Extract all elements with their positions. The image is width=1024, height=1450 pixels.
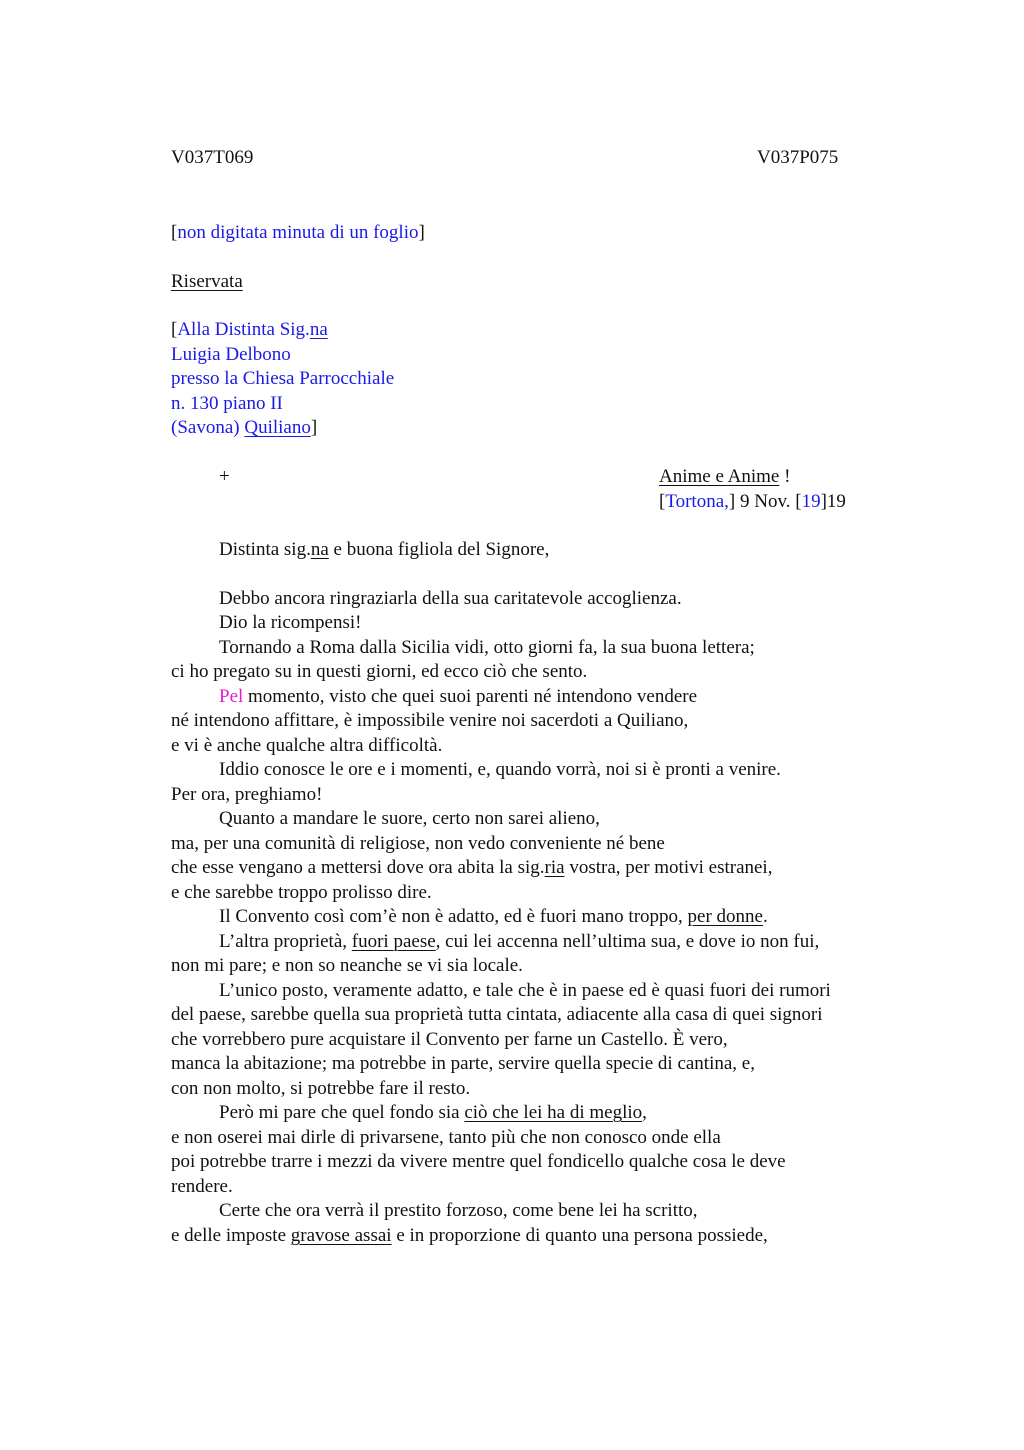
body-line-text: e delle imposte: [171, 1225, 291, 1246]
body-line: Per ora, preghiamo!: [171, 784, 323, 805]
dateline-date: ] 9 Nov. [: [728, 491, 802, 512]
body-line: manca la abitazione; ma potrebbe in parte, servire quella specie di cantina, e,: [171, 1053, 755, 1074]
body-line-text: momento, visto che quei suoi parenti né intendono vendere: [243, 686, 698, 707]
body-line: Tornando a Roma dalla Sicilia vidi, otto giorni fa, la sua buona lettera;: [219, 637, 755, 658]
body-line-text: , cui lei accenna nell’ultima sua, e dove io non fui,: [435, 931, 820, 952]
body-line: Dio la ricompensi!: [219, 612, 362, 633]
underlined-phrase: fuori paese: [351, 931, 436, 952]
body-line-text: Il Convento così com’è non è adatto, ed è fuori mano troppo,: [219, 906, 688, 927]
body-line: ci ho pregato su in questi giorni, ed ecco ciò che sento.: [171, 661, 588, 682]
motto-text: Anime e Anime: [659, 466, 780, 487]
body-line: rendere.: [171, 1176, 233, 1197]
body-line-text: vostra, per motivi estranei,: [564, 857, 773, 878]
body-line: né intendono affittare, è impossibile venire noi sacerdoti a Quiliano,: [171, 710, 689, 731]
body-line: L’unico posto, veramente adatto, e tale che è in paese ed è quasi fuori dei rumori: [219, 980, 831, 1001]
body-line: che vorrebbero pure acquistare il Convento per farne un Castello. È vero,: [171, 1029, 728, 1050]
cross-symbol: +: [219, 466, 230, 487]
body-line-text: e in proporzione di quanto una persona possiede,: [391, 1225, 768, 1246]
body-line: con non molto, si potrebbe fare il resto.: [171, 1078, 471, 1099]
underlined-phrase: ciò che lei ha di meglio: [464, 1102, 643, 1123]
body-line: e non oserei mai dirle di privarsene, tanto più che non conosco onde ella: [171, 1127, 721, 1148]
editorial-note-text: non digitata minuta di un foglio: [177, 222, 419, 243]
greeting: [219, 538, 549, 562]
body-line-text: ,: [642, 1102, 647, 1123]
address-line-5-text: (Savona): [171, 417, 245, 438]
body-line: non mi pare; e non so neanche se vi sia locale.: [171, 955, 523, 976]
body-line: [219, 905, 768, 929]
body-line: Debbo ancora ringraziarla della sua caritatevole accoglienza.: [219, 588, 682, 609]
body-line: del paese, sarebbe quella sua proprietà tutta cintata, adiacente alla casa di quei signori: [171, 1004, 823, 1025]
body-line: [171, 1224, 768, 1248]
greeting-post: e buona figliola del Signore,: [328, 539, 550, 560]
underlined-phrase: gravose assai: [290, 1225, 392, 1246]
greeting-abbr: na: [310, 539, 329, 560]
address-line-1-abbr: na: [309, 319, 328, 340]
address-line-3: presso la Chiesa Parrocchiale: [171, 368, 395, 389]
body-line-text: Però mi pare che quel fondo sia: [219, 1102, 465, 1123]
greeting-pre: Distinta sig.: [219, 539, 311, 560]
motto: [659, 465, 790, 489]
body-line: poi potrebbe trarre i mezzi da vivere mentre quel fondicello qualche cosa le deve: [171, 1151, 786, 1172]
address-line-4: n. 130 piano II: [171, 393, 283, 414]
address-line-1-text: Alla Distinta Sig.: [177, 319, 310, 340]
body-line: [219, 685, 697, 709]
body-line: [219, 930, 819, 954]
motto-excl: !: [779, 466, 791, 487]
address-line-5: (Savona) Quiliano]: [171, 417, 318, 438]
address-line-2: Luigia Delbono: [171, 344, 291, 365]
body-line: e vi è anche qualche altra difficoltà.: [171, 735, 443, 756]
body-line: [219, 1101, 647, 1125]
dateline-year-a: 19: [801, 491, 821, 512]
body-line-text: che esse vengano a mettersi dove ora abita la sig.: [171, 857, 545, 878]
document-code-right: V037P075: [757, 147, 839, 168]
body-line-text: L’altra proprietà,: [219, 931, 352, 952]
body-line: e che sarebbe troppo prolisso dire.: [171, 882, 432, 903]
body-line: Certe che ora verrà il prestito forzoso, come bene lei ha scritto,: [219, 1200, 698, 1221]
riservata-label: Riservata: [171, 271, 243, 292]
address-town: Quiliano: [244, 417, 311, 438]
body-line-text: .: [763, 906, 768, 927]
body-line: ma, per una comunità di religiose, non vedo conveniente né bene: [171, 833, 665, 854]
dateline: [Tortona,] 9 Nov. [19]19: [659, 491, 846, 512]
dateline-year-b: 19: [826, 491, 846, 512]
highlight-word: Pel: [219, 686, 244, 707]
body-line: [171, 856, 772, 880]
underlined-abbr: ria: [544, 857, 565, 878]
body-line: Quanto a mandare le suore, certo non sarei alieno,: [219, 808, 600, 829]
underlined-phrase: per donne: [687, 906, 763, 927]
body-line: Iddio conosce le ore e i momenti, e, quando vorrà, noi si è pronti a venire.: [219, 759, 781, 780]
document-code-left: V037T069: [171, 147, 254, 168]
dateline-place: Tortona,: [665, 491, 729, 512]
address-line-1: [Alla Distinta Sig.na: [171, 319, 328, 340]
editorial-note: [non digitata minuta di un foglio]: [171, 222, 425, 243]
